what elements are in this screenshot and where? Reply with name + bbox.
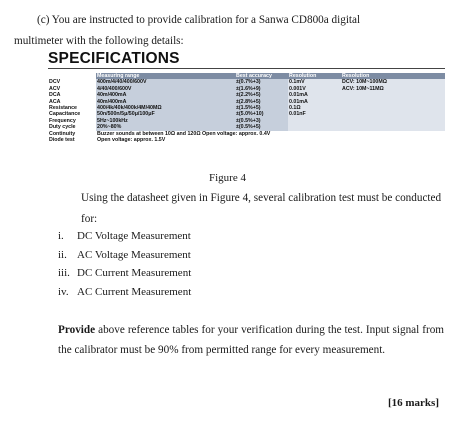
- row-range: 40m/400mA: [96, 92, 235, 98]
- list-item: [58, 227, 191, 246]
- table-row: [48, 79, 445, 85]
- row-accuracy: ±(1.5%+5): [235, 105, 288, 111]
- row-diode-text: Open voltage: approx. 1.5V: [97, 137, 166, 144]
- row-function: DCA: [49, 92, 61, 99]
- question-intro: [14, 10, 444, 52]
- row-resolution: 0.01mA: [288, 99, 341, 105]
- row-range: 20%~80%: [96, 124, 235, 130]
- provide-keyword: Provide: [58, 324, 96, 336]
- list-item-number: iv.: [58, 285, 69, 298]
- row-resolution: 0.01mA: [288, 92, 341, 98]
- row-continuity-text: Buzzer sounds at between 10Ω and 120Ω Open voltage: approx. 0.4V: [97, 130, 271, 137]
- row-range: 400/4k/40k/400k/4M/40MΩ: [96, 105, 235, 111]
- row-accuracy: ±(5.0%+10): [235, 111, 288, 117]
- provide-text: above reference tables for your verification during the test. Input signal from the calibrator must be 90% from permitted range for every measurement.: [58, 324, 444, 357]
- row-accuracy: ±(0.5%+5): [235, 124, 288, 130]
- list-item: [58, 264, 191, 283]
- list-item-number: ii.: [58, 248, 67, 261]
- row-accuracy: ±(1.6%+9): [235, 86, 288, 92]
- intro-line-1: (c) You are instructed to provide calibration for a Sanwa CD800a digital: [37, 14, 361, 26]
- header-measuring-range: Measuring range: [96, 73, 235, 79]
- list-item-number: i.: [58, 230, 64, 242]
- provide-paragraph: [58, 320, 444, 361]
- specifications-divider: [48, 68, 445, 69]
- instruction-text: Using the datasheet given in Figure 4, several calibration test must be conducted for:: [81, 192, 442, 225]
- table-row-diode: [48, 137, 445, 143]
- row-range: 50n/500n/5μ/50μ/100μF: [96, 111, 235, 117]
- row-range: 4/40/400/600V: [96, 86, 235, 92]
- row-accuracy: ±(0.7%+3): [235, 79, 288, 85]
- row-range: 400m/4/40/400/600V: [96, 79, 235, 85]
- row-function: ACV: [49, 85, 61, 92]
- row-accuracy: ±(2.2%+5): [235, 92, 288, 98]
- figure-caption: Figure 4: [209, 172, 246, 184]
- list-item-label: AC Current Measurement: [77, 285, 192, 298]
- test-list: [58, 227, 191, 301]
- row-range: 5Hz~100kHz: [96, 118, 235, 124]
- row-accuracy: ±(0.5%+3): [235, 118, 288, 124]
- row-function: Capacitance: [49, 111, 81, 118]
- row-function: Resistance: [49, 105, 77, 112]
- row-function: Frequency: [49, 117, 76, 124]
- list-item-label: DC Voltage Measurement: [77, 230, 191, 242]
- row-resolution: 0.1Ω: [288, 105, 341, 111]
- list-item-number: iii.: [58, 267, 70, 280]
- row-accuracy: ±(2.8%+5): [235, 99, 288, 105]
- list-item: [58, 246, 191, 265]
- header-resolution-2: Resolution: [341, 73, 445, 79]
- specifications-title: SPECIFICATIONS: [48, 50, 180, 67]
- specifications-body: [48, 79, 445, 143]
- header-best-accuracy: Best accuracy: [235, 73, 288, 79]
- row-resolution-2: ACV: 10M~11MΩ: [341, 86, 445, 92]
- row-function: DCV: [49, 79, 61, 86]
- row-resolution: 0.1mV: [288, 79, 341, 85]
- specifications-table: [48, 73, 445, 143]
- row-resolution: 0.01nF: [288, 111, 341, 117]
- intro-line-2: multimeter with the following details:: [14, 35, 184, 47]
- list-item-label: AC Voltage Measurement: [77, 248, 191, 261]
- row-function: Continuity: [49, 130, 76, 137]
- marks-label: [16 marks]: [387, 397, 439, 409]
- row-function: ACA: [49, 98, 61, 105]
- row-resolution-2: DCV: 10M~100MΩ: [341, 79, 445, 85]
- row-function: Duty cycle: [49, 124, 76, 131]
- header-resolution: Resolution: [288, 73, 341, 79]
- row-function: Diode test: [49, 137, 75, 144]
- row-range: 40m/400mA: [96, 99, 235, 105]
- list-item-label: DC Current Measurement: [77, 267, 192, 280]
- row-resolution: 0.001V: [288, 86, 341, 92]
- list-item: [58, 283, 191, 302]
